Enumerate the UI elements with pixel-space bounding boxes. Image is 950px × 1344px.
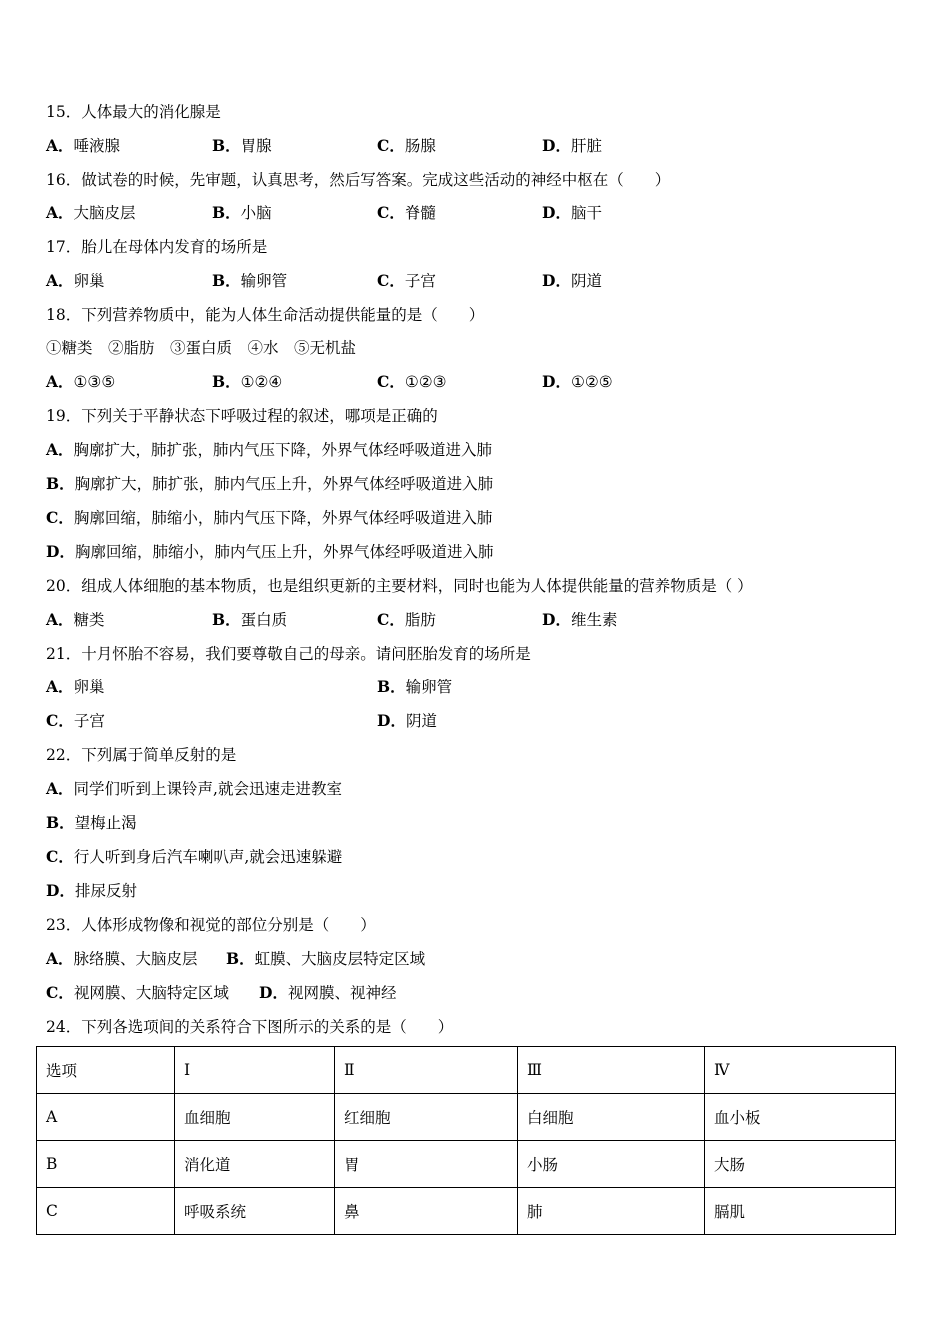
table-header-cell: Ⅰ: [175, 1047, 335, 1094]
q24-table: [36, 1046, 896, 1235]
option-letter: D．: [542, 203, 571, 222]
table-cell: 小肠: [518, 1141, 705, 1188]
option-text: 脊髓: [404, 204, 436, 222]
option-letter: A．: [46, 610, 74, 629]
q21-option-c[interactable]: [46, 711, 105, 731]
question-text: 下列属于简单反射的是: [81, 746, 237, 764]
table-header-cell: Ⅲ: [518, 1047, 705, 1094]
question-15-stem: [46, 102, 221, 122]
option-text: 肝脏: [570, 137, 602, 155]
table-cell: 胃: [335, 1141, 518, 1188]
option-text: 视网膜、大脑特定区域: [73, 984, 229, 1002]
q21-option-b[interactable]: [377, 677, 452, 697]
question-20-stem: [46, 576, 753, 596]
option-text: 视网膜、视神经: [287, 984, 397, 1002]
option-letter: B．: [46, 474, 75, 493]
option-letter: D．: [46, 881, 75, 900]
question-number: 19．: [46, 407, 82, 425]
q16-option-c[interactable]: [377, 203, 436, 223]
option-text: 胸廓回缩，肺缩小，肺内气压下降，外界气体经呼吸道进入肺: [73, 509, 493, 527]
table-row: [37, 1141, 896, 1188]
option-letter: B．: [212, 271, 241, 290]
option-text: 肠腺: [404, 137, 436, 155]
table-cell: 红细胞: [335, 1094, 518, 1141]
option-letter: C．: [46, 983, 74, 1002]
option-letter: D．: [46, 542, 75, 561]
q22-option-d[interactable]: [46, 881, 137, 901]
table-row: [37, 1094, 896, 1141]
question-22-stem: [46, 745, 236, 765]
option-text: 大脑皮层: [73, 204, 136, 222]
option-text: 行人听到身后汽车喇叭声,就会迅速躲避: [73, 848, 343, 866]
option-letter: B．: [212, 136, 241, 155]
question-text: 下列营养物质中，能为人体生命活动提供能量的是（ ）: [81, 306, 485, 324]
option-letter: B．: [212, 372, 241, 391]
option-text: 望梅止渴: [74, 814, 137, 832]
option-letter: C．: [377, 136, 405, 155]
option-text: 脂肪: [404, 611, 436, 629]
question-number: 23．: [46, 916, 82, 934]
q19-option-d[interactable]: [46, 542, 493, 562]
q21-option-a[interactable]: [46, 677, 105, 697]
q20-option-b[interactable]: [212, 610, 287, 630]
option-letter: D．: [542, 610, 571, 629]
option-text: 胸廓回缩，肺缩小，肺内气压上升，外界气体经呼吸道进入肺: [74, 543, 494, 561]
option-text: 排尿反射: [74, 882, 137, 900]
question-19-stem: [46, 406, 438, 426]
option-letter: D．: [542, 372, 571, 391]
table-cell: 肺: [518, 1188, 705, 1235]
table-cell: 血小板: [705, 1094, 896, 1141]
question-text: 下列关于平静状态下呼吸过程的叙述，哪项是正确的: [81, 407, 438, 425]
table-cell: C: [37, 1188, 175, 1235]
option-text: 胸廓扩大，肺扩张，肺内气压上升，外界气体经呼吸道进入肺: [74, 475, 494, 493]
option-text: 脑干: [570, 204, 602, 222]
option-text: 卵巢: [73, 678, 105, 696]
option-text: 脉络膜、大脑皮层: [73, 950, 198, 968]
option-letter: C．: [377, 610, 405, 629]
option-letter: D．: [542, 136, 571, 155]
option-letter: D．: [259, 983, 288, 1002]
table-cell: 血细胞: [175, 1094, 335, 1141]
option-letter: A．: [46, 372, 74, 391]
option-text: 糖类: [73, 611, 105, 629]
q20-option-a[interactable]: [46, 610, 105, 630]
q22-option-c[interactable]: [46, 847, 342, 867]
q20-option-d[interactable]: [542, 610, 617, 630]
q23-option-d[interactable]: [259, 983, 396, 1003]
question-18-items: ①糖类 ②脂肪 ③蛋白质 ④水 ⑤无机盐: [46, 339, 357, 357]
option-letter: C．: [46, 847, 74, 866]
option-text: ①②③: [404, 373, 447, 391]
option-text: 胸廓扩大，肺扩张，肺内气压下降，外界气体经呼吸道进入肺: [73, 441, 493, 459]
q17-option-d[interactable]: [542, 271, 602, 291]
table-cell: A: [37, 1094, 175, 1141]
q17-option-a[interactable]: [46, 271, 105, 291]
option-text: ①②⑤: [570, 373, 613, 391]
q18-option-b[interactable]: [212, 372, 282, 392]
option-text: 蛋白质: [240, 611, 288, 629]
option-text: ①③⑤: [73, 373, 116, 391]
table-cell: B: [37, 1141, 175, 1188]
q18-option-d[interactable]: [542, 372, 613, 392]
question-17-stem: [46, 237, 267, 257]
q17-option-c[interactable]: [377, 271, 436, 291]
option-text: 维生素: [570, 611, 618, 629]
q15-option-a[interactable]: [46, 136, 120, 156]
option-text: 小脑: [240, 204, 272, 222]
option-letter: C．: [46, 508, 74, 527]
q23-option-c[interactable]: [46, 983, 229, 1003]
question-21-stem: [46, 644, 531, 664]
q23-option-a[interactable]: [46, 949, 198, 969]
q18-option-a[interactable]: [46, 372, 115, 392]
table-cell: 鼻: [335, 1188, 518, 1235]
option-letter: A．: [46, 440, 74, 459]
option-letter: B．: [212, 610, 241, 629]
q16-option-b[interactable]: [212, 203, 272, 223]
q21-option-d[interactable]: [377, 711, 437, 731]
option-text: 阴道: [405, 712, 437, 730]
option-text: 阴道: [570, 272, 602, 290]
question-text: 十月怀胎不容易，我们要尊敬自己的母亲。请问胚胎发育的场所是: [81, 645, 531, 663]
question-number: 20．: [46, 577, 82, 595]
q17-option-b[interactable]: [212, 271, 287, 291]
q19-option-a[interactable]: [46, 440, 492, 460]
q16-option-d[interactable]: [542, 203, 602, 223]
option-letter: A．: [46, 949, 74, 968]
option-letter: B．: [377, 677, 406, 696]
table-header-row: [37, 1047, 896, 1094]
q15-option-d[interactable]: [542, 136, 602, 156]
option-letter: A．: [46, 677, 74, 696]
option-text: ①②④: [240, 373, 283, 391]
q20-option-c[interactable]: [377, 610, 436, 630]
table-cell: 消化道: [175, 1141, 335, 1188]
option-letter: B．: [46, 813, 75, 832]
option-letter: C．: [377, 203, 405, 222]
option-letter: C．: [377, 271, 405, 290]
question-number: 18．: [46, 306, 82, 324]
option-text: 虹膜、大脑皮层特定区域: [254, 950, 426, 968]
question-number: 24．: [46, 1018, 82, 1036]
question-text: 下列各选项间的关系符合下图所示的关系的是（ ）: [81, 1018, 454, 1036]
option-text: 同学们听到上课铃声,就会迅速走进教室: [73, 780, 342, 798]
question-number: 22．: [46, 746, 82, 764]
option-text: 输卵管: [405, 678, 453, 696]
question-24-stem: [46, 1017, 453, 1037]
option-text: 子宫: [404, 272, 436, 290]
option-letter: A．: [46, 271, 74, 290]
table-cell: 大肠: [705, 1141, 896, 1188]
question-number: 17．: [46, 238, 82, 256]
option-text: 输卵管: [240, 272, 288, 290]
question-text: 做试卷的时候，先审题，认真思考，然后写答案。完成这些活动的神经中枢在（ ）: [81, 171, 671, 189]
q22-option-a[interactable]: [46, 779, 342, 799]
q18-option-c[interactable]: [377, 372, 447, 392]
q15-option-c[interactable]: [377, 136, 436, 156]
q23-option-b[interactable]: [226, 949, 425, 969]
question-text: 人体形成物像和视觉的部位分别是（ ）: [81, 916, 376, 934]
question-text: 组成人体细胞的基本物质，也是组织更新的主要材料，同时也能为人体提供能量的营养物质是（ ）: [81, 577, 753, 595]
q19-option-b[interactable]: [46, 474, 493, 494]
question-number: 16．: [46, 171, 82, 189]
table-cell: 呼吸系统: [175, 1188, 335, 1235]
option-letter: D．: [542, 271, 571, 290]
table-header-cell: 选项: [37, 1047, 175, 1094]
question-number: 15．: [46, 103, 82, 121]
question-18-stem: [46, 305, 484, 325]
q22-option-b[interactable]: [46, 813, 137, 833]
option-letter: A．: [46, 779, 74, 798]
option-letter: A．: [46, 136, 74, 155]
option-text: 卵巢: [73, 272, 105, 290]
option-letter: D．: [377, 711, 406, 730]
q19-option-c[interactable]: [46, 508, 492, 528]
table-header-cell: Ⅱ: [335, 1047, 518, 1094]
table-cell: 膈肌: [705, 1188, 896, 1235]
option-letter: B．: [212, 203, 241, 222]
question-23-stem: [46, 915, 376, 935]
table-row: [37, 1188, 896, 1235]
option-letter: A．: [46, 203, 74, 222]
question-16-stem: [46, 170, 670, 190]
q16-option-a[interactable]: [46, 203, 136, 223]
question-text: 人体最大的消化腺是: [81, 103, 221, 121]
question-number: 21．: [46, 645, 82, 663]
table-header-cell: Ⅳ: [705, 1047, 896, 1094]
option-text: 唾液腺: [73, 137, 121, 155]
table-cell: 白细胞: [518, 1094, 705, 1141]
question-text: 胎儿在母体内发育的场所是: [81, 238, 268, 256]
option-text: 子宫: [73, 712, 105, 730]
option-letter: C．: [46, 711, 74, 730]
option-letter: C．: [377, 372, 405, 391]
option-text: 胃腺: [240, 137, 272, 155]
option-letter: B．: [226, 949, 255, 968]
q15-option-b[interactable]: [212, 136, 272, 156]
